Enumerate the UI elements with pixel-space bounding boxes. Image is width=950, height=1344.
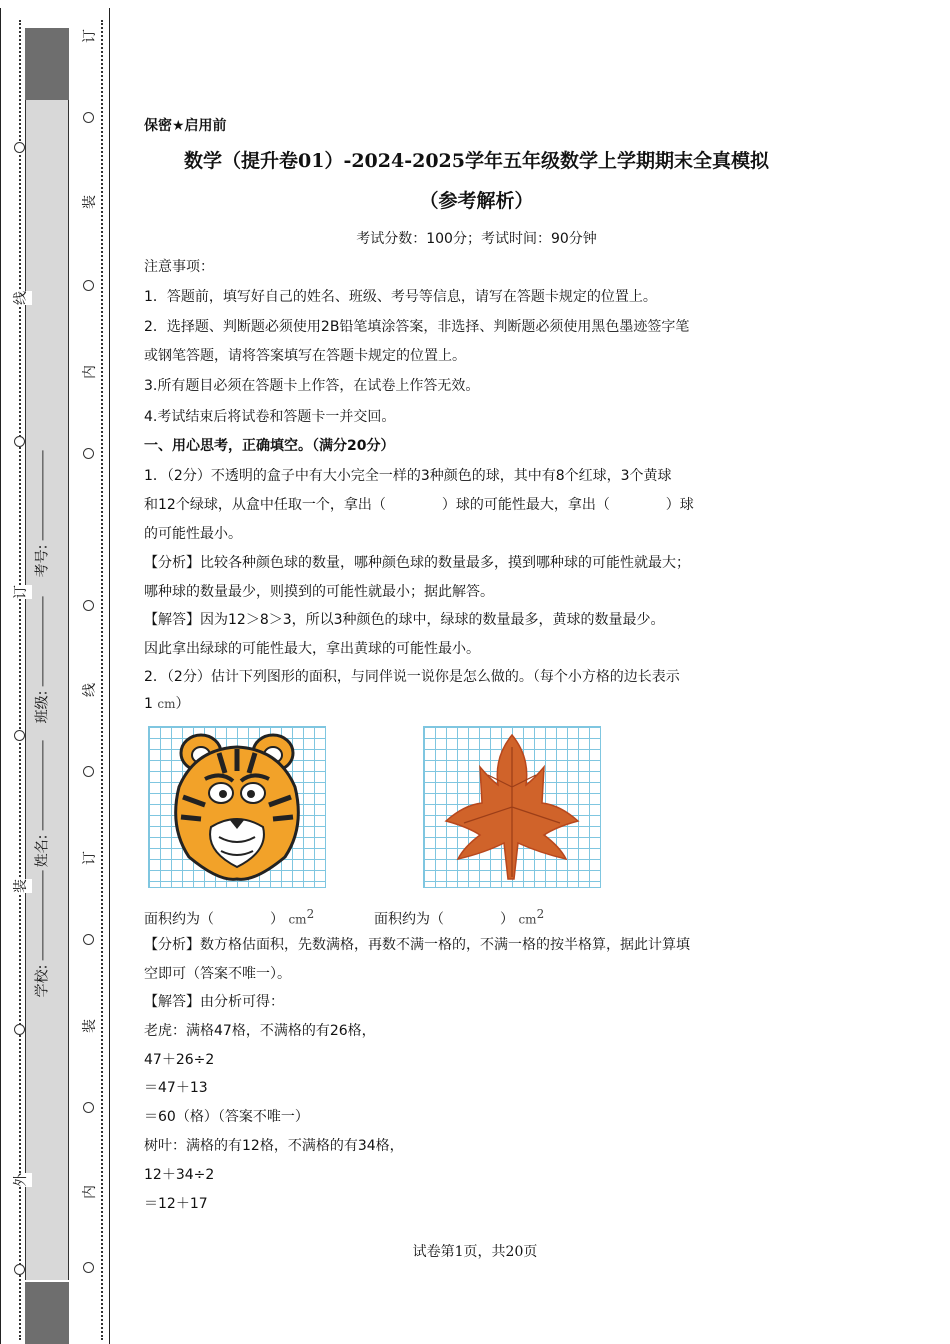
question-2-answer: 47＋26÷2	[144, 1052, 215, 1068]
leaf-grid	[423, 726, 601, 888]
binding-label: 装	[77, 195, 101, 209]
question-1-analysis: 【分析】比较各种颜色球的数量，哪种颜色球的数量最多，摸到哪种球的可能性就最大；	[144, 555, 690, 571]
question-2-text: 2．（2分）估计下列图形的面积，与同伴说一说你是怎么做的。（每个小方格的边长表示	[144, 669, 680, 685]
question-2-answer: ＝12＋17	[144, 1196, 208, 1212]
hole-circle	[14, 436, 25, 447]
note-item: 3.所有题目必须在答题卡上作答，在试卷上作答无效。	[144, 378, 480, 394]
binding-margin	[0, 0, 112, 1344]
question-2-answer: ＝60（格）（答案不唯一）	[144, 1109, 309, 1125]
question-1-text: 1．（2分）不透明的盒子中有大小完全一样的3种颜色的球，其中有8个红球，3个黄球	[144, 468, 672, 484]
area-answer-tiger: 面积约为（ ） cm2	[144, 907, 315, 928]
question-2-analysis: 空即可（答案不唯一）。	[144, 966, 291, 982]
hole-circle	[83, 766, 94, 777]
outer-dotted-line	[101, 20, 103, 1340]
question-2-answer: 树叶：满格的有12格，不满格的有34格，	[144, 1138, 404, 1154]
hole-circle	[83, 1262, 94, 1273]
question-2-analysis: 【分析】数方格估面积，先数满格，再数不满一格的，不满一格的按半格算，据此计算填	[144, 937, 690, 953]
note-item: 1．答题前，填写好自己的姓名、班级、考号等信息，请写在答题卡规定的位置上。	[144, 289, 657, 305]
inner-dotted-line	[19, 20, 21, 1340]
hole-circle	[14, 1024, 25, 1035]
question-1-answer: 因此拿出绿球的可能性最大，拿出黄球的可能性最小。	[144, 641, 480, 657]
page-footer: 试卷第1页，共20页	[412, 1244, 538, 1260]
area-answer-leaf: 面积约为（ ） cm2	[374, 907, 545, 928]
binding-top-block	[25, 28, 69, 100]
question-2-answer: 【解答】由分析可得：	[144, 994, 284, 1010]
hole-circle	[14, 730, 25, 741]
question-1-text: 和12个绿球，从盒中任取一个，拿出（ ）球的可能性最大，拿出（ ）球	[144, 497, 694, 513]
binding-label: 装	[8, 879, 32, 893]
hole-circle	[83, 448, 94, 459]
hole-circle	[83, 1102, 94, 1113]
binding-label: 装	[77, 1019, 101, 1033]
question-1-analysis: 哪种球的数量最少，则摸到的可能性就最小；据此解答。	[144, 584, 494, 600]
page-title: 数学（提升卷01）-2024-2025学年五年级数学上学期期末全真模拟	[184, 150, 769, 172]
section-heading: 一、用心思考，正确填空。（满分20分）	[144, 438, 395, 454]
note-item: 或钢笔答题，请将答案填写在答题卡规定的位置上。	[144, 348, 466, 364]
tiger-grid	[148, 726, 326, 888]
question-1-text: 的可能性最小。	[144, 526, 242, 542]
note-item: 2．选择题、判断题必须使用2B铅笔填涂答案，非选择、判断题必须使用黑色墨迹签字笔	[144, 319, 690, 335]
binding-label: 订	[77, 851, 101, 865]
school-field[interactable]: 学校:	[31, 871, 51, 998]
hole-circle	[83, 600, 94, 611]
exam-number-field[interactable]: 考号:	[31, 451, 51, 578]
binding-label: 订	[8, 585, 32, 599]
hole-circle	[83, 934, 94, 945]
binding-label: 线	[8, 291, 32, 305]
class-field[interactable]: 班级:	[31, 597, 51, 724]
hole-circle	[14, 1264, 25, 1275]
binding-bottom-block	[25, 1282, 69, 1344]
note-item: 4.考试结束后将试卷和答题卡一并交回。	[144, 409, 396, 425]
tiger-icon	[149, 727, 325, 887]
exam-info: 考试分数：100分；考试时间：90分钟	[356, 231, 597, 247]
question-2-text: 1 cm）	[144, 696, 190, 712]
confidential-label: 保密★启用前	[144, 118, 227, 134]
name-field[interactable]: 姓名:	[31, 741, 51, 868]
notes-heading: 注意事项：	[144, 259, 214, 275]
hole-circle	[83, 280, 94, 291]
binding-label: 线	[77, 683, 101, 697]
question-2-answer: 12＋34÷2	[144, 1167, 215, 1183]
question-2-answer: ＝47＋13	[144, 1080, 208, 1096]
binding-label: 内	[77, 1185, 101, 1199]
binding-label: 订	[77, 29, 101, 43]
hole-circle	[83, 112, 94, 123]
page-subtitle: （参考解析）	[419, 190, 534, 212]
maple-leaf-icon	[424, 727, 600, 887]
question-2-answer: 老虎：满格47格，不满格的有26格，	[144, 1023, 376, 1039]
hole-circle	[14, 142, 25, 153]
question-1-answer: 【解答】因为12＞8＞3，所以3种颜色的球中，绿球的数量最多，黄球的数量最少。	[144, 612, 665, 628]
binding-label: 内	[77, 365, 101, 379]
binding-label: 外	[8, 1173, 32, 1187]
